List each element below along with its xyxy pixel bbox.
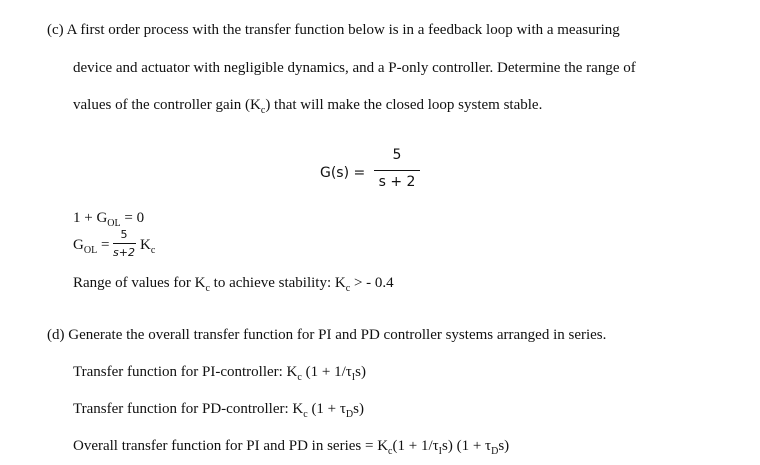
question-d-title: (d) Generate the overall transfer function for PI and PD controller systems arranged in series.: [47, 327, 607, 343]
transfer-function-denominator: s + 2: [378, 174, 416, 190]
open-loop-denominator: s+2: [113, 246, 135, 259]
open-loop-gain: $K_c$: [140, 237, 156, 256]
closed-loop-equation: $1 + G_{OL} = 0$: [73, 210, 145, 229]
pd-controller-transfer-function: Transfer function for PD-controller: $K_c$ $(1 + \tau_Ds)$: [73, 401, 364, 420]
transfer-function-lhs: G(s) =: [320, 165, 366, 181]
stability-range-answer: Range of values for $K_c$ to achieve stability: $K_c$ > - 0.4: [73, 275, 394, 294]
open-loop-numerator: 5: [120, 228, 128, 241]
question-c-line1: (c) A first order process with the transfer function below is in a feedback loop with a measuring: [47, 22, 620, 38]
pi-controller-transfer-function: Transfer function for PI-controller: $K_c$ $(1 + 1/\tau_Is)$: [73, 364, 366, 383]
overall-transfer-function: Overall transfer function for PI and PD in series = $K_c(1 + 1/\tau_Is) (1 + \tau_Ds)$: [73, 438, 510, 457]
open-loop-lhs: $G_{OL}$ =: [73, 237, 110, 256]
fraction-bar: [374, 170, 420, 171]
open-loop-fraction-bar: [113, 243, 136, 244]
transfer-function-numerator: 5: [392, 147, 402, 163]
question-c-line3: values of the controller gain $(K_c)$ that will make the closed loop system stable.: [73, 97, 543, 116]
question-c-line2: device and actuator with negligible dynamics, and a P-only controller. Determine the range of: [73, 60, 636, 76]
